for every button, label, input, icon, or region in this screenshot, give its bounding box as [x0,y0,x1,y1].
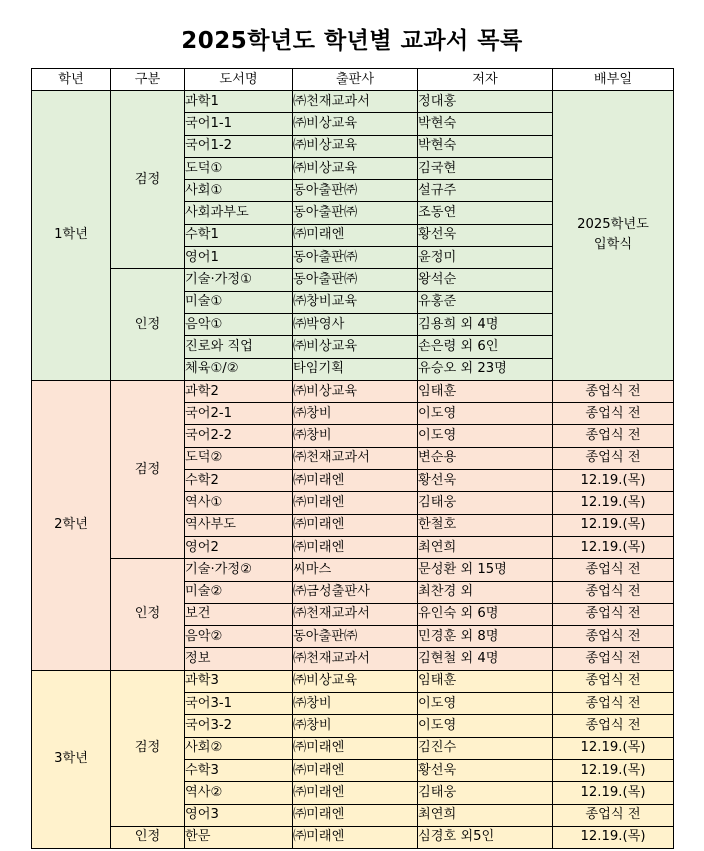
author-cell: 김진수 [418,737,553,759]
publisher-cell: 동아출판㈜ [293,626,418,648]
publisher-cell: ㈜비상교육 [293,670,418,692]
author-cell: 김현철 외 4명 [418,648,553,670]
publisher-cell: ㈜비상교육 [293,113,418,135]
publisher-cell: ㈜미래엔 [293,514,418,536]
book-name-cell: 역사부도 [185,514,293,536]
publisher-cell: 씨마스 [293,559,418,581]
distribution-date-cell [553,91,674,381]
book-name-cell: 보건 [185,603,293,625]
author-cell: 심경호 외5인 [418,826,553,848]
publisher-cell: ㈜비상교육 [293,380,418,402]
author-cell: 최연희 [418,536,553,558]
author-cell: 이도영 [418,403,553,425]
author-cell: 임태훈 [418,380,553,402]
distribution-date-cell: 종업식 전 [553,380,674,402]
book-name-cell: 영어3 [185,804,293,826]
distribution-date-cell: 종업식 전 [553,693,674,715]
publisher-cell: 동아출판㈜ [293,247,418,269]
distribution-date-cell: 12.19.(목) [553,826,674,848]
author-cell: 손은령 외 6인 [418,336,553,358]
author-cell: 윤정미 [418,247,553,269]
publisher-cell: ㈜창비 [293,715,418,737]
book-name-cell: 국어3-1 [185,693,293,715]
category-cell: 검정 [111,91,185,269]
publisher-cell: 동아출판㈜ [293,269,418,291]
table-row [32,670,674,692]
book-name-cell: 미술① [185,291,293,313]
author-cell: 이도영 [418,693,553,715]
distribution-date-cell: 종업식 전 [553,603,674,625]
publisher-cell: ㈜미래엔 [293,492,418,514]
textbook-table [31,68,674,849]
publisher-cell: ㈜창비 [293,403,418,425]
book-name-cell: 과학3 [185,670,293,692]
book-name-cell: 과학2 [185,380,293,402]
book-name-cell: 국어1-1 [185,113,293,135]
distribution-date-line: 2025학년도 [577,217,649,233]
author-cell: 김태웅 [418,492,553,514]
publisher-cell: ㈜천재교과서 [293,91,418,113]
author-cell: 최찬경 외 [418,581,553,603]
table-header-row [32,69,674,91]
distribution-date-cell: 종업식 전 [553,581,674,603]
header-category: 구분 [111,69,185,91]
category-cell: 검정 [111,670,185,826]
distribution-date-cell: 12.19.(목) [553,470,674,492]
distribution-date-cell: 종업식 전 [553,425,674,447]
book-name-cell: 미술② [185,581,293,603]
author-cell: 문성환 외 15명 [418,559,553,581]
distribution-date-cell: 12.19.(목) [553,492,674,514]
publisher-cell: ㈜비상교육 [293,157,418,179]
table-row [32,91,674,113]
author-cell: 이도영 [418,425,553,447]
book-name-cell: 역사① [185,492,293,514]
book-name-cell: 수학2 [185,470,293,492]
book-name-cell: 기술·가정① [185,269,293,291]
distribution-date-cell: 종업식 전 [553,403,674,425]
publisher-cell: ㈜창비 [293,693,418,715]
author-cell: 정대홍 [418,91,553,113]
publisher-cell: ㈜창비교육 [293,291,418,313]
book-name-cell: 진로와 직업 [185,336,293,358]
table-row [32,559,674,581]
table-body [32,91,674,849]
grade-cell: 2학년 [32,380,111,670]
distribution-date-cell: 12.19.(목) [553,759,674,781]
book-name-cell: 국어2-1 [185,403,293,425]
book-name-cell: 기술·가정② [185,559,293,581]
publisher-cell: ㈜비상교육 [293,336,418,358]
distribution-date-cell: 12.19.(목) [553,782,674,804]
category-cell: 인정 [111,269,185,380]
author-cell: 박현숙 [418,113,553,135]
author-cell: 김용희 외 4명 [418,313,553,335]
author-cell: 황선욱 [418,759,553,781]
book-name-cell: 역사② [185,782,293,804]
book-name-cell: 영어2 [185,536,293,558]
author-cell: 설규주 [418,180,553,202]
distribution-date-cell: 종업식 전 [553,559,674,581]
publisher-cell: ㈜미래엔 [293,737,418,759]
distribution-date-cell: 12.19.(목) [553,536,674,558]
distribution-date-cell: 종업식 전 [553,670,674,692]
book-name-cell: 한문 [185,826,293,848]
publisher-cell: ㈜금성출판사 [293,581,418,603]
category-cell: 검정 [111,380,185,558]
publisher-cell: ㈜미래엔 [293,782,418,804]
publisher-cell: 동아출판㈜ [293,180,418,202]
distribution-date-cell: 종업식 전 [553,715,674,737]
book-name-cell: 도덕② [185,447,293,469]
author-cell: 변순용 [418,447,553,469]
author-cell: 왕석순 [418,269,553,291]
author-cell: 김태웅 [418,782,553,804]
book-name-cell: 사회과부도 [185,202,293,224]
book-name-cell: 사회② [185,737,293,759]
publisher-cell: ㈜미래엔 [293,804,418,826]
distribution-date-line: 입학식 [593,237,633,253]
header-date: 배부일 [553,69,674,91]
publisher-cell: ㈜미래엔 [293,826,418,848]
author-cell: 박현숙 [418,135,553,157]
author-cell: 황선욱 [418,470,553,492]
author-cell: 황선욱 [418,224,553,246]
publisher-cell: ㈜미래엔 [293,224,418,246]
author-cell: 민경훈 외 8명 [418,626,553,648]
distribution-date-cell: 12.19.(목) [553,737,674,759]
page-title: 2025학년도 학년별 교과서 목록 [181,28,523,54]
author-cell: 유홍준 [418,291,553,313]
publisher-cell: ㈜미래엔 [293,759,418,781]
publisher-cell: ㈜미래엔 [293,470,418,492]
publisher-cell: ㈜박영사 [293,313,418,335]
table-row [32,380,674,402]
category-cell: 인정 [111,559,185,670]
publisher-cell: ㈜천재교과서 [293,447,418,469]
book-name-cell: 국어1-2 [185,135,293,157]
header-author: 저자 [418,69,553,91]
distribution-date-cell: 12.19.(목) [553,514,674,536]
book-name-cell: 과학1 [185,91,293,113]
book-name-cell: 국어3-2 [185,715,293,737]
book-name-cell: 체육①/② [185,358,293,380]
book-name-cell: 국어2-2 [185,425,293,447]
author-cell: 임태훈 [418,670,553,692]
table-row [32,826,674,848]
publisher-cell: ㈜천재교과서 [293,648,418,670]
publisher-cell: ㈜미래엔 [293,536,418,558]
author-cell: 한철호 [418,514,553,536]
header-publisher: 출판사 [293,69,418,91]
book-name-cell: 수학3 [185,759,293,781]
header-grade: 학년 [32,69,111,91]
publisher-cell: ㈜천재교과서 [293,603,418,625]
distribution-date-cell: 종업식 전 [553,626,674,648]
distribution-date-cell: 종업식 전 [553,648,674,670]
author-cell: 이도영 [418,715,553,737]
publisher-cell: 동아출판㈜ [293,202,418,224]
author-cell: 조동연 [418,202,553,224]
grade-cell: 1학년 [32,91,111,381]
book-name-cell: 음악① [185,313,293,335]
header-book: 도서명 [185,69,293,91]
category-cell: 인정 [111,826,185,848]
book-name-cell: 수학1 [185,224,293,246]
book-name-cell: 도덕① [185,157,293,179]
book-name-cell: 사회① [185,180,293,202]
author-cell: 최연희 [418,804,553,826]
author-cell: 김국현 [418,157,553,179]
publisher-cell: ㈜비상교육 [293,135,418,157]
publisher-cell: 타임기획 [293,358,418,380]
book-name-cell: 영어1 [185,247,293,269]
publisher-cell: ㈜창비 [293,425,418,447]
book-name-cell: 음악② [185,626,293,648]
author-cell: 유인숙 외 6명 [418,603,553,625]
grade-cell: 3학년 [32,670,111,848]
distribution-date-cell: 종업식 전 [553,804,674,826]
book-name-cell: 정보 [185,648,293,670]
distribution-date-cell: 종업식 전 [553,447,674,469]
author-cell: 유승오 외 23명 [418,358,553,380]
